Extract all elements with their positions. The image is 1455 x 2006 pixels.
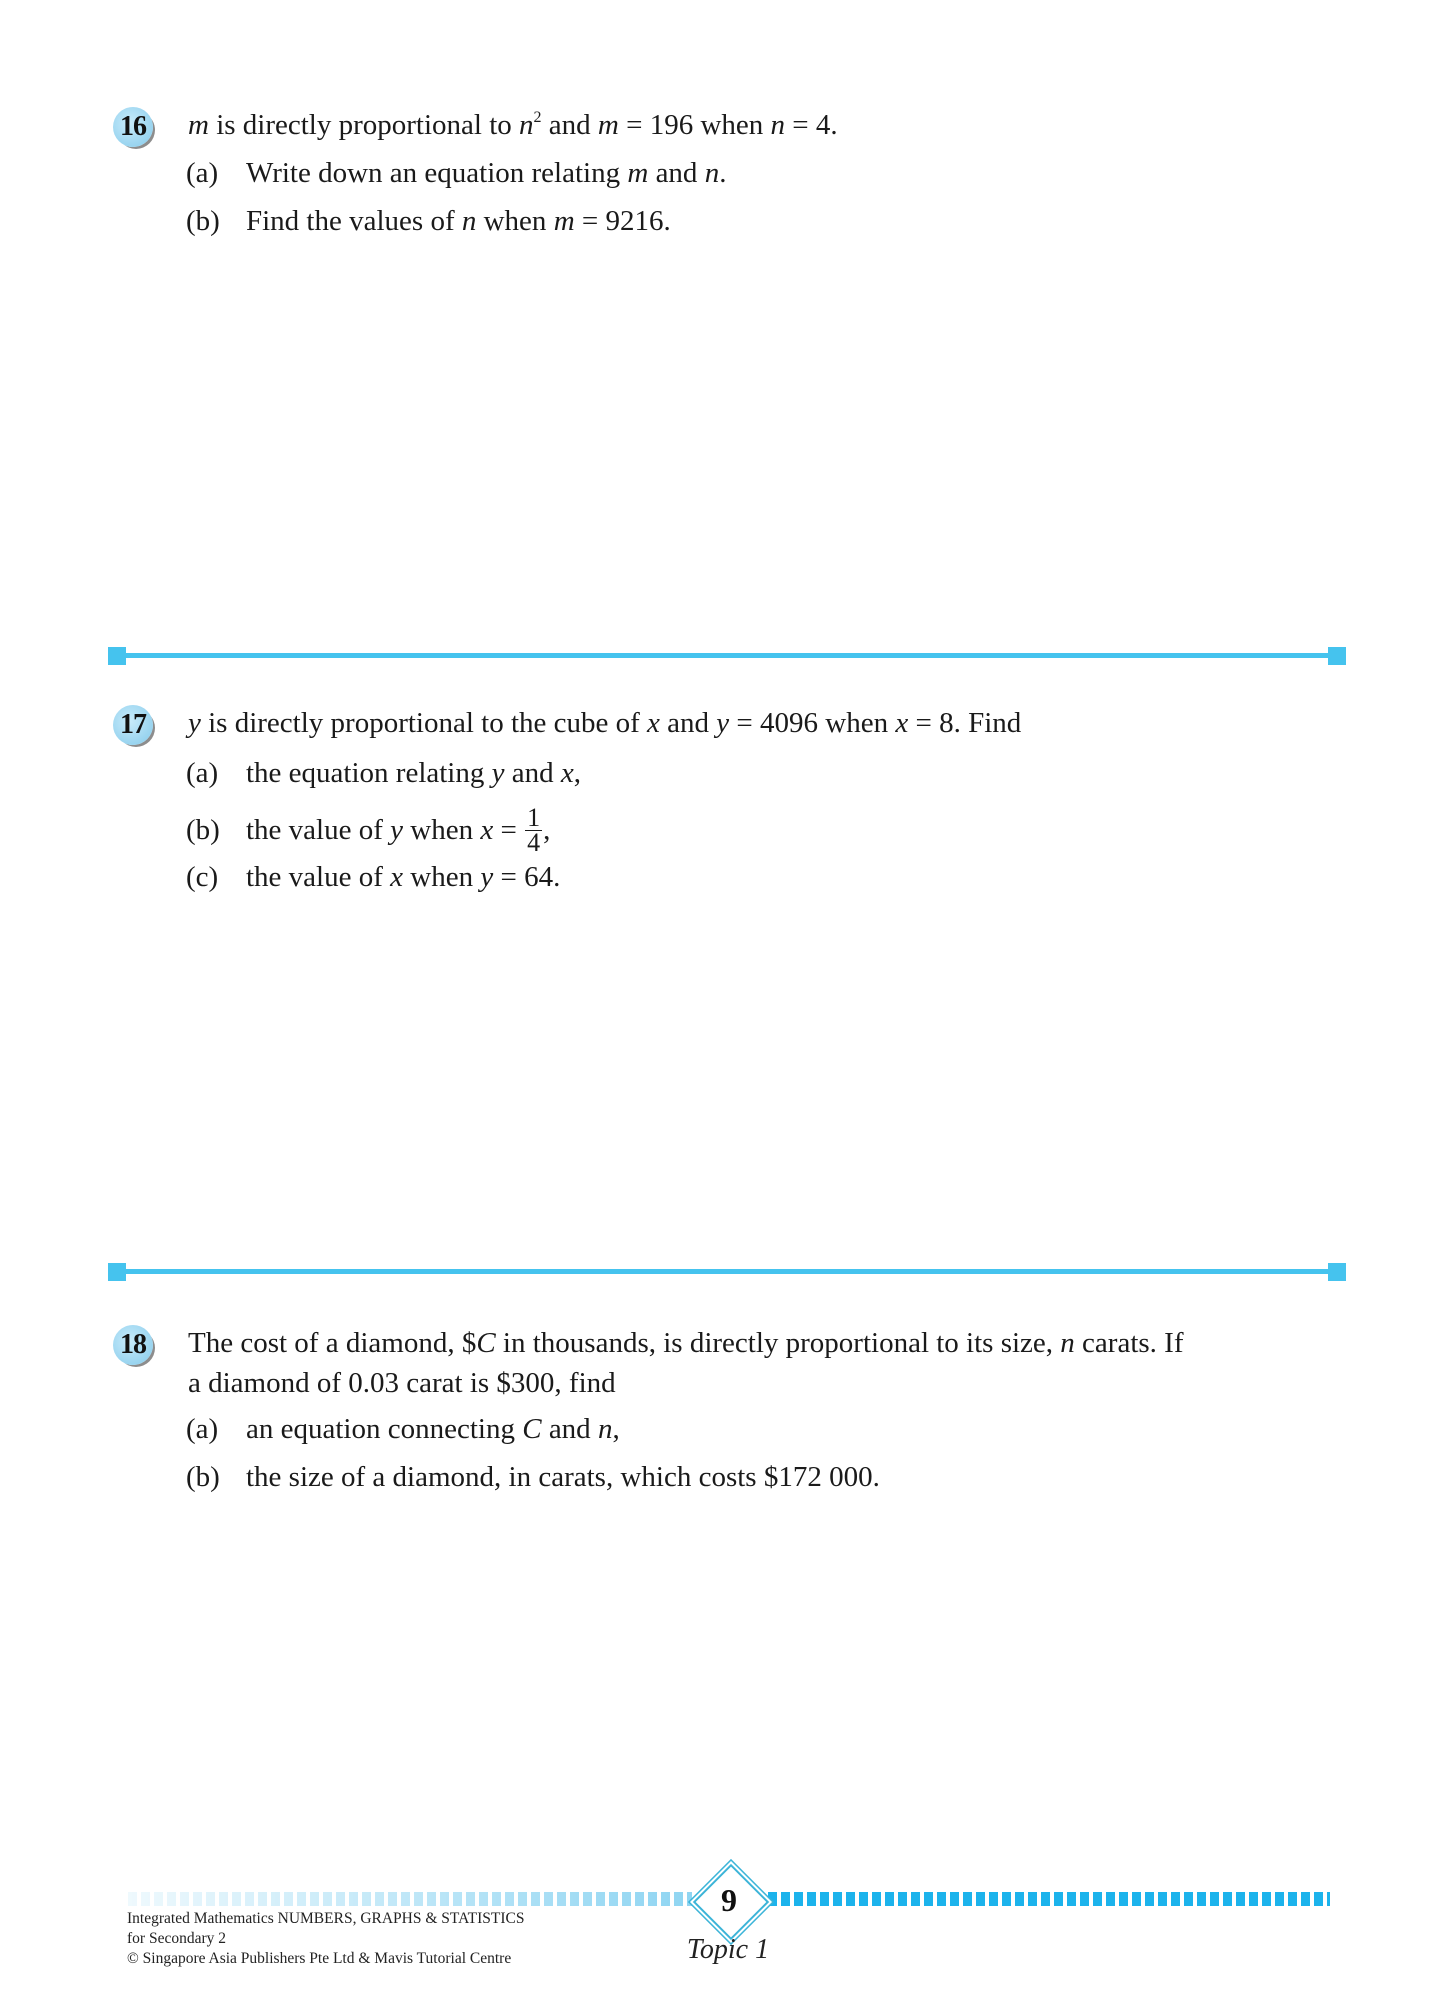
- math-variable: m: [188, 109, 209, 141]
- part-label: (b): [186, 814, 220, 847]
- part-text: the value of y when x = $\frac{1}{4}$ ,: [246, 803, 551, 857]
- page-number: 9: [721, 1882, 737, 1918]
- fraction: $\frac{1}{4}$: [527, 803, 541, 857]
- divider-cap-left: [108, 647, 126, 665]
- footer-level: for Secondary 2: [127, 1930, 226, 1947]
- part-text: the equation relating y and x,: [246, 757, 581, 789]
- footer-dotted-bar-left: [128, 1892, 692, 1906]
- part-label: (a): [186, 757, 219, 789]
- math-variable: y: [716, 707, 730, 739]
- part-label: (a): [186, 157, 219, 189]
- question-number-badge: 16: [113, 107, 153, 147]
- math-variable: C: [522, 1413, 542, 1445]
- divider-line: [108, 653, 1346, 658]
- question-part-c: [186, 860, 560, 894]
- footer-book-title: Integrated Mathematics NUMBERS, GRAPHS & STATISTICS: [127, 1910, 525, 1927]
- math-variable: n: [597, 1413, 613, 1445]
- exponent: 2: [533, 109, 542, 126]
- divider-cap-left: [108, 1263, 126, 1281]
- divider-cap-right: [1328, 1263, 1346, 1281]
- footer-copyright: © Singapore Asia Publishers Pte Ltd & Mavis Tutorial Centre: [127, 1950, 512, 1967]
- math-variable: m: [553, 205, 575, 237]
- math-variable: n: [519, 109, 534, 141]
- question-stem-continued: a diamond of 0.03 carat is $300, find: [188, 1367, 616, 1399]
- math-variable: x: [480, 814, 494, 847]
- question-stem: y is directly proportional to the cube of x and y = 4096 when x = 8. Find: [188, 707, 1022, 739]
- topic-label: Topic 1: [686, 1934, 770, 1965]
- divider-cap-right: [1328, 647, 1346, 665]
- part-label: (b): [186, 1461, 220, 1493]
- math-variable: x: [560, 757, 574, 789]
- math-variable: n: [1060, 1327, 1075, 1359]
- question-part-b: [186, 1460, 880, 1494]
- question-part-b: [186, 803, 551, 857]
- math-variable: C: [476, 1327, 496, 1359]
- section-divider: [108, 647, 1346, 665]
- footer-publication-info: [127, 1909, 524, 1969]
- math-variable: y: [480, 861, 494, 893]
- question-part-a: [186, 756, 581, 790]
- math-variable: x: [647, 707, 660, 739]
- part-text: the value of x when y = 64.: [246, 861, 561, 893]
- question-stem: The cost of a diamond, $C in thousands, is directly proportional to its size, n carats. If: [188, 1327, 1184, 1359]
- part-label: (c): [186, 861, 219, 893]
- question-part-a: [186, 156, 726, 190]
- section-divider: [108, 1263, 1346, 1281]
- math-variable: y: [491, 757, 505, 789]
- question-number-badge: 18: [113, 1325, 153, 1365]
- part-text: Find the values of n when m = 9216.: [246, 205, 671, 237]
- part-text: an equation connecting C and n,: [246, 1413, 620, 1445]
- math-variable: x: [390, 861, 404, 893]
- math-variable: n: [704, 157, 720, 189]
- math-variable: m: [597, 109, 619, 141]
- question-part-a: [186, 1412, 620, 1446]
- math-variable: y: [188, 707, 201, 739]
- math-variable: n: [770, 109, 786, 141]
- part-text: Write down an equation relating m and n.: [246, 157, 727, 189]
- question-stem: m is directly proportional to $n^2$ and m = 196 when n = 4.: [188, 109, 838, 141]
- math-variable: x: [895, 707, 909, 739]
- question-part-b: [186, 204, 671, 238]
- math-variable: m: [627, 157, 649, 189]
- part-text: the size of a diamond, in carats, which costs $172 000.: [246, 1461, 880, 1493]
- math-variable: n: [461, 205, 477, 237]
- footer-dotted-bar-right: [768, 1892, 1330, 1906]
- math-variable: y: [390, 814, 404, 847]
- part-label: (b): [186, 205, 220, 237]
- divider-line: [108, 1269, 1346, 1274]
- question-number-badge: 17: [113, 705, 153, 745]
- part-label: (a): [186, 1413, 219, 1445]
